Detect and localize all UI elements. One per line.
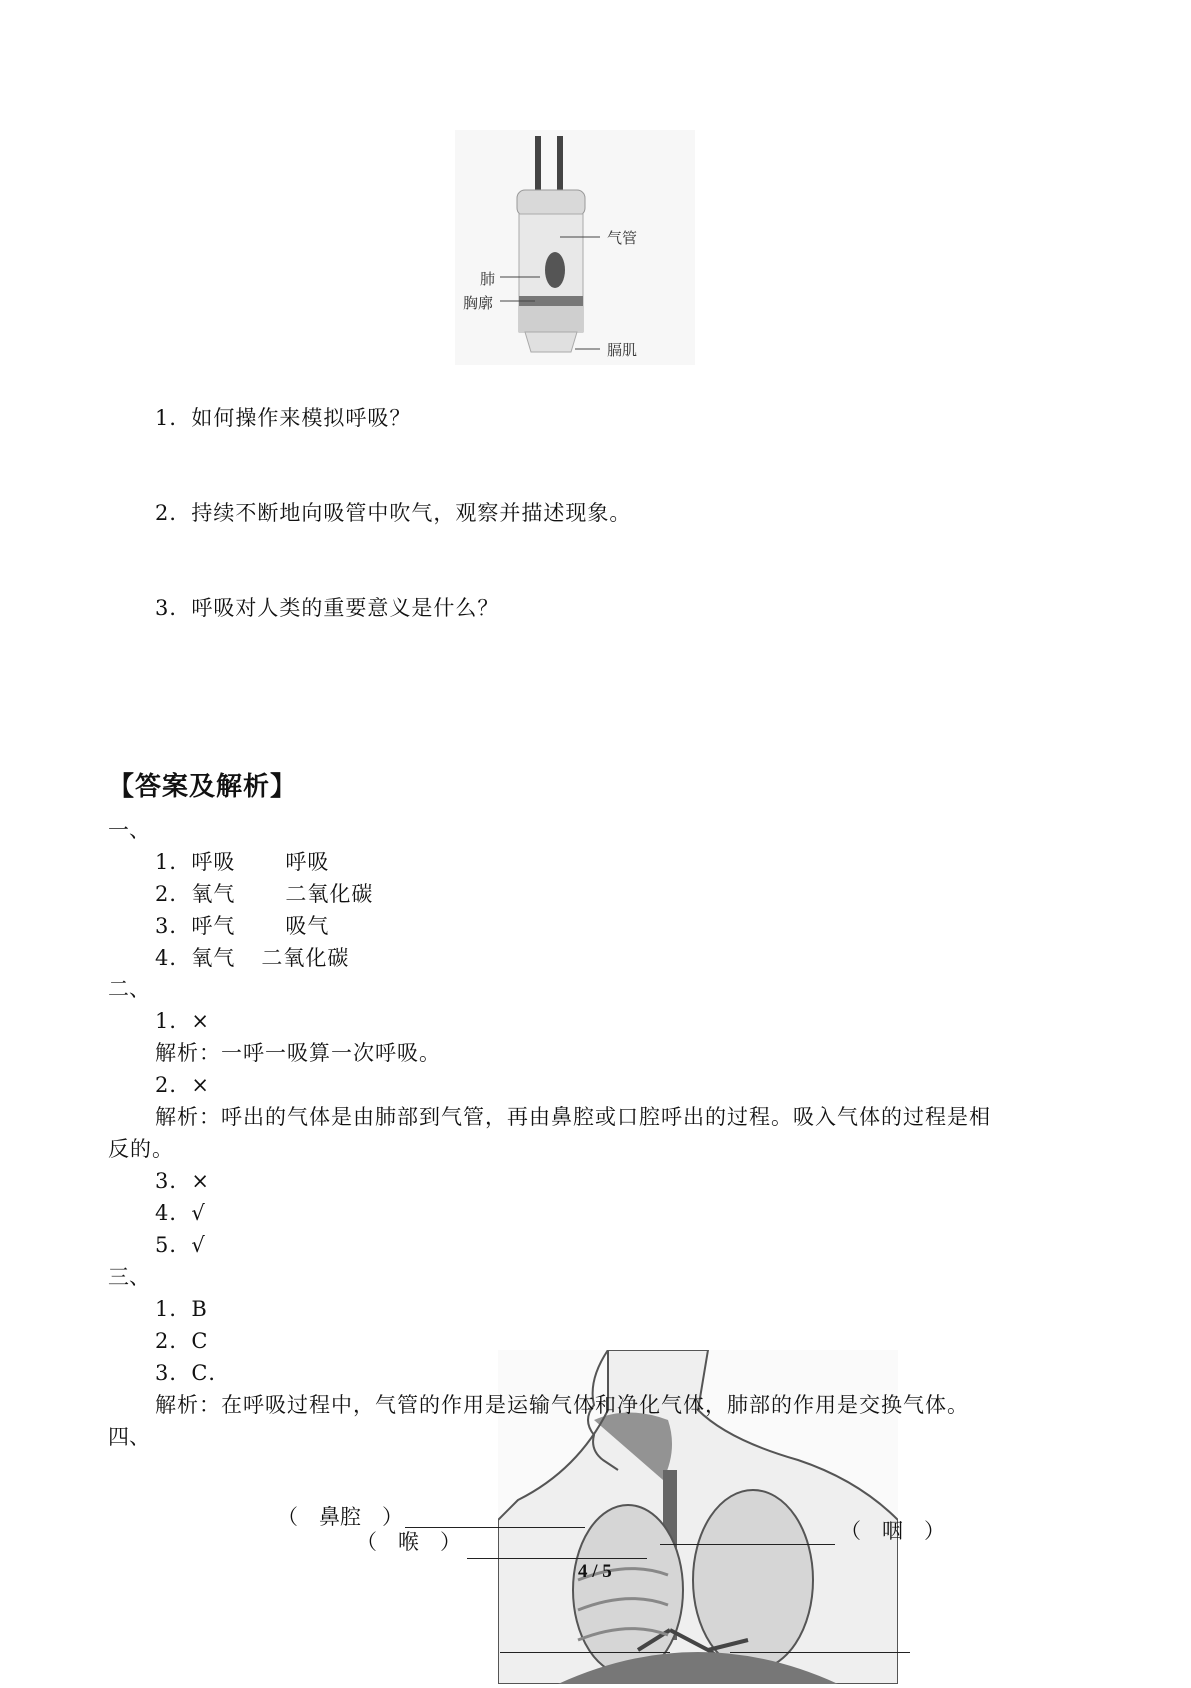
section2-item2-note-cont: 反的。 xyxy=(108,1137,174,1161)
section3-item2: 2．C xyxy=(155,1329,209,1353)
page-number: 4 / 5 xyxy=(578,1561,612,1582)
question-number: 3． xyxy=(155,596,192,620)
larynx-label: （ 喉 ） xyxy=(356,1530,461,1554)
question-number: 1． xyxy=(155,406,192,430)
question-2 xyxy=(155,497,631,527)
nasal-cavity-label: （ 鼻腔 ） xyxy=(277,1505,403,1529)
item-number: 4． xyxy=(155,946,192,970)
pharynx-label: （ 咽 ） xyxy=(840,1519,945,1543)
item-number: 2． xyxy=(155,882,192,906)
section3-label: 三、 xyxy=(108,1265,150,1289)
section4-label: 四、 xyxy=(108,1425,150,1449)
section2-item1: 1．× xyxy=(155,1009,210,1033)
section1-label: 一、 xyxy=(108,818,150,842)
answer-b: 二氧化碳 xyxy=(261,946,350,970)
question-1 xyxy=(155,402,411,432)
pointer-line xyxy=(730,1652,910,1653)
section2-item4: 4．√ xyxy=(155,1201,206,1225)
pointer-line xyxy=(660,1544,835,1545)
answer-a: 氧气 xyxy=(191,882,236,906)
section2-item2: 2．× xyxy=(155,1073,210,1097)
pointer-line xyxy=(500,1652,670,1653)
section1-item xyxy=(155,910,329,940)
item-number: 1． xyxy=(155,850,192,874)
section2-label: 二、 xyxy=(108,977,150,1001)
section2-item2-note: 解析：呼出的气体是由肺部到气管，再由鼻腔或口腔呼出的过程。吸入气体的过程是相 xyxy=(155,1105,991,1129)
answer-b: 呼吸 xyxy=(285,850,330,874)
answer-a: 呼吸 xyxy=(191,850,236,874)
question-3 xyxy=(155,592,499,622)
item-number: 3． xyxy=(155,914,192,938)
diaphragm-label: 膈肌 xyxy=(607,341,638,359)
breathing-model-illustration xyxy=(455,130,695,365)
answer-a: 呼气 xyxy=(191,914,236,938)
section2-item3: 3．× xyxy=(155,1169,210,1193)
section1-item xyxy=(155,878,373,908)
answer-a: 氧气 xyxy=(191,946,236,970)
section3-item3: 3．C． xyxy=(155,1361,231,1385)
answers-title: 【答案及解析】 xyxy=(108,772,298,802)
trachea-label: 气管 xyxy=(607,229,638,247)
lung-label: 肺 xyxy=(480,270,496,288)
chest-label: 胸廓 xyxy=(463,294,494,312)
question-text: 如何操作来模拟呼吸？ xyxy=(191,406,412,430)
section3-item1: 1．B xyxy=(155,1297,208,1321)
section1-item xyxy=(155,846,329,876)
section3-note: 解析：在呼吸过程中，气管的作用是运输气体和净化气体，肺部的作用是交换气体。 xyxy=(155,1393,969,1417)
pointer-line xyxy=(467,1558,647,1559)
section2-item1-note: 解析：一呼一吸算一次呼吸。 xyxy=(155,1041,441,1065)
section1-item xyxy=(155,942,349,972)
question-text: 呼吸对人类的重要意义是什么？ xyxy=(191,596,500,620)
answer-b: 二氧化碳 xyxy=(285,882,374,906)
question-text: 持续不断地向吸管中吹气，观察并描述现象。 xyxy=(191,501,632,525)
pointer-line xyxy=(405,1527,585,1528)
answer-b: 吸气 xyxy=(285,914,330,938)
breathing-model-figure xyxy=(455,130,695,365)
question-number: 2． xyxy=(155,501,192,525)
section2-item5: 5．√ xyxy=(155,1233,206,1257)
